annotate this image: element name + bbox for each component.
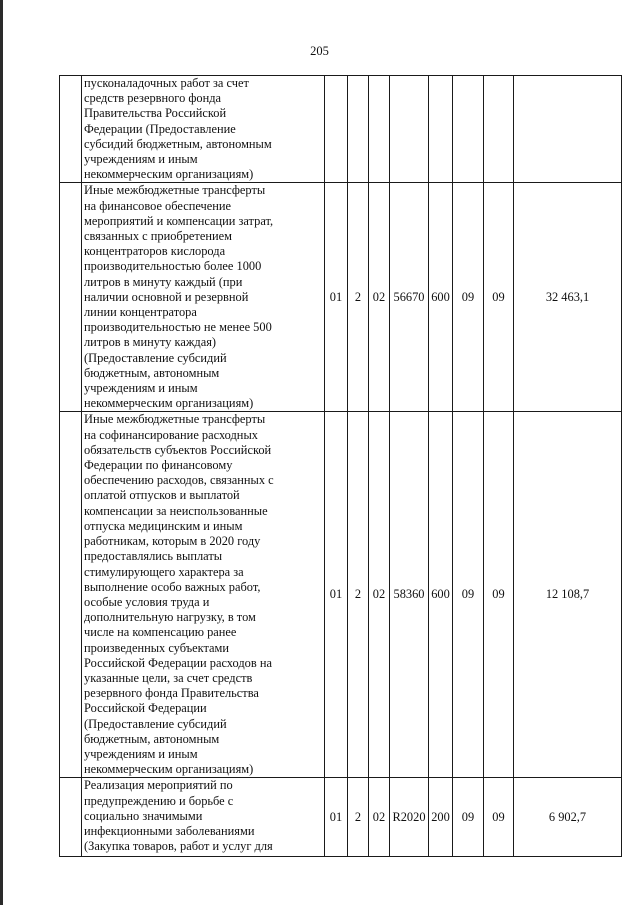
code-ministry: 01: [325, 412, 348, 778]
row-amount: 12 108,7: [514, 412, 622, 778]
code-subsection: [484, 76, 514, 183]
row-name: пусконаладочных работ за счет средств резервного фонда Правительства Российской Федерации (Предоставление субсидий бюджетным, автономным учреждениям и иным некоммерческим организациям): [82, 76, 325, 183]
row-amount: [514, 76, 622, 183]
code-expense-type: [429, 76, 453, 183]
code-subprogram: 02: [369, 778, 390, 857]
code-subsection: 09: [484, 412, 514, 778]
page-number: 205: [310, 44, 329, 58]
row-amount: 32 463,1: [514, 183, 622, 412]
code-program-type: 2: [348, 183, 369, 412]
blank-cell: [60, 183, 82, 412]
code-expense-type: 600: [429, 412, 453, 778]
code-direction: R2020: [390, 778, 429, 857]
code-subsection: 09: [484, 183, 514, 412]
code-direction: 56670: [390, 183, 429, 412]
code-program-type: 2: [348, 778, 369, 857]
blank-cell: [60, 412, 82, 778]
budget-table: [59, 75, 622, 857]
blank-cell: [60, 76, 82, 183]
row-amount: 6 902,7: [514, 778, 622, 857]
code-expense-type: 600: [429, 183, 453, 412]
code-ministry: 01: [325, 778, 348, 857]
code-subprogram: 02: [369, 412, 390, 778]
code-section: 09: [453, 183, 484, 412]
code-subprogram: [369, 76, 390, 183]
table-row: [60, 183, 622, 412]
code-direction: [390, 76, 429, 183]
code-program-type: 2: [348, 412, 369, 778]
code-program-type: [348, 76, 369, 183]
code-section: 09: [453, 412, 484, 778]
code-ministry: [325, 76, 348, 183]
code-subsection: 09: [484, 778, 514, 857]
table-row: [60, 778, 622, 857]
code-expense-type: 200: [429, 778, 453, 857]
code-section: 09: [453, 778, 484, 857]
code-section: [453, 76, 484, 183]
table-row: [60, 76, 622, 183]
code-direction: 58360: [390, 412, 429, 778]
table-row: [60, 412, 622, 778]
row-name: Иные межбюджетные трансферты на софинансирование расходных обязательств субъектов Российской Федерации по финансовому обеспечению расходов, связанных с оплатой отпусков и выплатой компенсации за неиспользованные отпуска медицинским и иным работникам, которым в 2020 году предоставлялись выплаты стимулирующего характера за выполнение особо важных работ, особые условия труда и дополнительную нагрузку, в том числе на компенсацию ранее произведенных субъектами Российской Федерации расходов на указанные цели, за счет средств резервного фонда Правительства Российской Федерации (Предоставление субсидий бюджетным, автономным учреждениям и иным некоммерческим организациям): [82, 412, 325, 778]
row-name: Реализация мероприятий по предупреждению и борьбе с социально значимыми инфекционными заболеваниями (Закупка товаров, работ и услуг для: [82, 778, 325, 857]
row-name: Иные межбюджетные трансферты на финансовое обеспечение мероприятий и компенсации затрат, связанных с приобретением концентраторов кислорода производительностью более 1000 литров в минуту каждый (при наличии основной и резервной линии концентратора производительностью не менее 500 литров в минуту каждая) (Предоставление субсидий бюджетным, автономным учреждениям и иным некоммерческим организациям): [82, 183, 325, 412]
code-ministry: 01: [325, 183, 348, 412]
scan-edge: [0, 0, 3, 905]
code-subprogram: 02: [369, 183, 390, 412]
blank-cell: [60, 778, 82, 857]
